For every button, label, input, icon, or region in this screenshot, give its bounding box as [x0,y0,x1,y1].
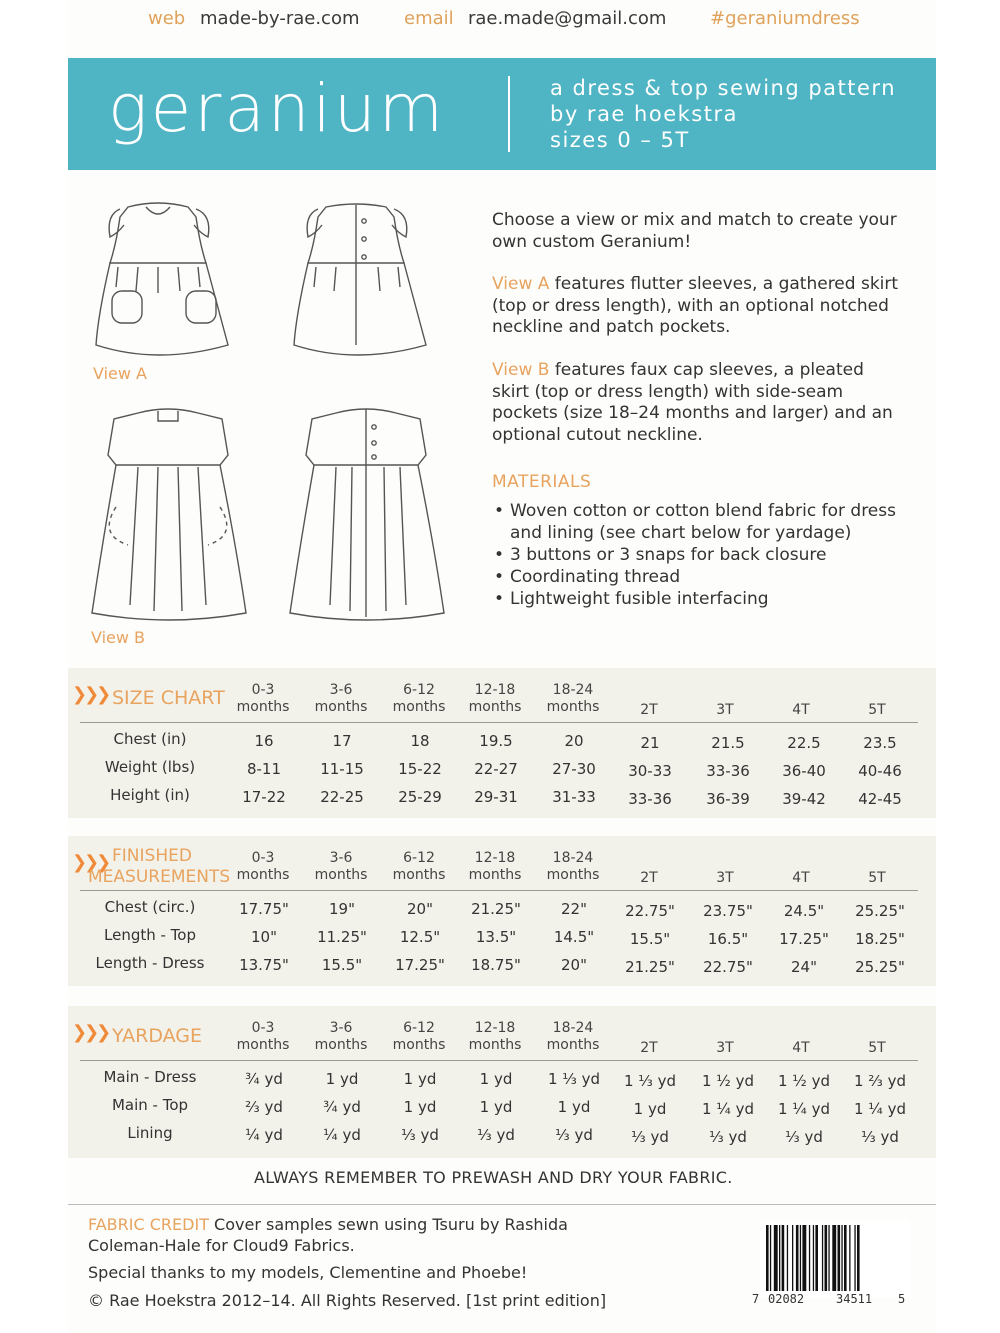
hashtag: #geraniumdress [710,8,860,29]
email-address: rae.made@gmail.com [468,8,667,29]
table-cell: 19" [329,900,355,918]
barcode-digits-2: 02082 [768,1292,805,1306]
table-cell: 18.75" [471,956,521,974]
finished-title-line-1: FINISHED [112,846,192,866]
fabric-credit-text: Cover samples sewn using Tsuru by Rashida Coleman-Hale for Cloud9 Fabrics. [88,1215,568,1255]
size-header-bottom: 4T [792,1040,810,1056]
intro-text: Choose a view or mix and match to create your own custom Geranium! [492,210,897,252]
row-label: Weight (lbs) [104,758,196,776]
table-cell: 20" [561,956,587,974]
email-label: email [404,8,454,29]
table-cell: ⅓ yd [477,1126,515,1144]
size-header-bottom: 3T [716,702,734,718]
size-header-top: 18-24 [552,850,594,866]
yardage-title: YARDAGE [112,1025,203,1047]
chevron-icon: ❯❯❯ [72,1022,109,1043]
barcode-bar [822,1225,823,1291]
barcode-bar [854,1225,855,1291]
view-a-label: View A [93,364,147,383]
view-b-sketch [88,395,468,630]
size-header-bottom: 3T [716,870,734,886]
footer-divider [68,1204,936,1205]
barcode-bar [782,1225,785,1291]
table-cell: ⅓ yd [709,1128,747,1146]
header-rule [80,722,918,723]
barcode-bar [770,1225,771,1291]
table-cell: 21.25" [625,958,675,976]
materials-heading: MATERIALS [492,472,592,492]
view-a-sketch [88,195,468,375]
table-cell: 25-29 [398,788,442,806]
table-cell: 29-31 [474,788,518,806]
barcode-bar [815,1225,818,1291]
barcode-bar [779,1225,780,1291]
table-cell: 1 yd [479,1070,513,1088]
prewash-note: ALWAYS REMEMBER TO PREWASH AND DRY YOUR FABRIC. [254,1168,733,1187]
table-cell: 22" [561,900,587,918]
table-cell: 40-46 [858,762,902,780]
size-header-top: 18-24 [552,682,594,698]
size-header-bottom: months [546,867,600,883]
barcode-bar [809,1225,810,1291]
barcode-bar [844,1225,847,1291]
size-header-bottom: months [392,1037,446,1053]
materials-item: • Coordinating thread [492,566,902,588]
thanks-note: Special thanks to my models, Clementine and Phoebe! [88,1263,528,1282]
size-header-bottom: 3T [716,1040,734,1056]
barcode-digit-1: 7 [752,1292,760,1306]
barcode-bar [774,1225,778,1291]
size-header-top: 3-6 [329,682,353,698]
table-cell: 22-27 [474,760,518,778]
size-header-bottom: 4T [792,870,810,886]
table-cell: 17 [332,732,352,750]
table-cell: 16 [254,732,274,750]
size-header-top: 6-12 [403,850,435,866]
row-label: Lining [127,1124,173,1142]
barcode-bar [792,1225,793,1291]
size-header-top: 0-3 [251,850,275,866]
size-header-bottom: months [468,1037,522,1053]
title-banner [68,58,936,170]
chevron-icon: ❯❯❯ [72,852,109,873]
fabric-credit-label: FABRIC CREDIT [88,1215,209,1234]
tagline-line-2: by rae hoekstra [550,102,738,126]
size-header-bottom: months [546,1037,600,1053]
table-cell: 21.25" [471,900,521,918]
table-cell: 1 ¼ yd [853,1100,907,1118]
view-a-description [492,274,902,339]
size-header-bottom: 5T [868,702,886,718]
table-cell: 25.25" [855,902,905,920]
table-cell: 1 yd [633,1100,667,1118]
barcode-bar [857,1225,860,1291]
barcode-image [760,1220,910,1298]
table-cell: 10" [251,928,277,946]
table-cell: 22.75" [625,902,675,920]
chevron-icon: ❯❯❯ [72,684,109,705]
table-cell: 39-42 [782,790,826,808]
size-header-bottom: 2T [640,870,658,886]
table-cell: 30-33 [628,762,672,780]
table-cell: 17.25" [395,956,445,974]
size-header-top: 0-3 [251,1020,275,1036]
table-cell: 1 yd [403,1070,437,1088]
table-cell: 21.5 [711,734,745,752]
size-header-bottom: 2T [640,702,658,718]
table-cell: 1 yd [403,1098,437,1116]
table-cell: 1 yd [479,1098,513,1116]
copyright: © Rae Hoekstra 2012–14. All Rights Reserved. [1st print edition] [88,1291,607,1310]
table-cell: 13.5" [475,928,517,946]
table-cell: 18.25" [855,930,905,948]
table-cell: 1 ¼ yd [701,1100,755,1118]
size-header-bottom: months [392,699,446,715]
table-cell: 42-45 [858,790,902,808]
barcode-bar [813,1225,814,1291]
barcode-bar [787,1225,788,1291]
row-label: Length - Dress [95,954,205,972]
view-a-body: features flutter sleeves, a gathered skirt (top or dress length), with an optional notched neckline and patch pockets. [492,274,899,337]
contact-bar [80,8,880,38]
table-cell: 36-39 [706,790,750,808]
table-cell: 8-11 [246,760,282,778]
table-cell: 22.5 [787,734,821,752]
table-cell: 22.75" [703,958,753,976]
table-cell: 23.5 [863,734,897,752]
web-url: made-by-rae.com [200,8,360,29]
size-header-top: 3-6 [329,1020,353,1036]
table-cell: 27-30 [552,760,596,778]
table-cell: 20 [564,732,584,750]
table-cell: ⅓ yd [631,1128,669,1146]
header-rule [80,1060,918,1061]
finished-title-line-2: MEASUREMENTS [88,867,231,887]
size-header-bottom: months [468,867,522,883]
size-header-bottom: months [392,867,446,883]
barcode-digit-4: 5 [898,1292,906,1306]
barcode-bar [796,1225,799,1291]
materials-item: • Lightweight fusible interfacing [492,588,902,610]
table-cell: ⅓ yd [785,1128,823,1146]
table-cell: ¼ yd [245,1126,283,1144]
table-cell: 1 ½ yd [701,1072,755,1090]
pattern-title: geranium [108,70,447,147]
size-header-bottom: months [314,699,368,715]
view-b-heading: View B [492,360,550,380]
size-header-top: 6-12 [403,682,435,698]
table-cell: 17.75" [239,900,289,918]
size-header-bottom: months [314,1037,368,1053]
size-header-bottom: 5T [868,870,886,886]
table-cell: 13.75" [239,956,289,974]
tagline-line-1: a dress & top sewing pattern [550,76,897,100]
table-cell: ¾ yd [323,1098,361,1116]
size-header-top: 0-3 [251,682,275,698]
barcode-bar [825,1225,828,1291]
table-cell: 23.75" [703,902,753,920]
header-rule [80,890,918,891]
barcode-bar [841,1225,842,1291]
size-header-bottom: 5T [868,1040,886,1056]
table-cell: ⅓ yd [401,1126,439,1144]
barcode-bar [849,1225,850,1291]
table-cell: 33-36 [628,790,672,808]
size-header-bottom: 4T [792,702,810,718]
title-divider [508,76,510,152]
table-cell: 36-40 [782,762,826,780]
materials-item: • 3 buttons or 3 snaps for back closure [492,544,902,566]
row-label: Chest (circ.) [104,898,196,916]
table-cell: 1 ⅓ yd [623,1072,677,1090]
size-header-top: 18-24 [552,1020,594,1036]
table-cell: ⅓ yd [861,1128,899,1146]
table-cell: 15.5" [629,930,671,948]
table-cell: ⅔ yd [245,1098,283,1116]
barcode-bar [838,1225,841,1291]
size-header-top: 3-6 [329,850,353,866]
table-cell: 25.25" [855,958,905,976]
barcode-bar [828,1225,829,1291]
table-cell: 18 [410,732,430,750]
size-header-bottom: 2T [640,1040,658,1056]
barcode-digits-3: 34511 [836,1292,873,1306]
row-label: Length - Top [104,926,196,944]
table-cell: 1 ¼ yd [777,1100,831,1118]
table-cell: 1 ⅓ yd [547,1070,601,1088]
table-cell: 22-25 [320,788,364,806]
size-header-top: 12-18 [474,1020,516,1036]
row-label: Chest (in) [113,730,187,748]
view-a-heading: View A [492,274,550,294]
table-cell: 14.5" [553,928,595,946]
table-cell: ¾ yd [245,1070,283,1088]
table-cell: 21 [640,734,660,752]
size-header-bottom: months [236,1037,290,1053]
size-header-top: 12-18 [474,682,516,698]
table-cell: 17-22 [242,788,286,806]
table-cell: 24.5" [783,902,825,920]
table-cell: 20" [407,900,433,918]
table-cell: 31-33 [552,788,596,806]
row-label: Main - Dress [103,1068,197,1086]
size-header-bottom: months [468,699,522,715]
table-cell: 1 yd [325,1070,359,1088]
row-label: Height (in) [110,786,190,804]
table-cell: 1 yd [557,1098,591,1116]
table-cell: 15-22 [398,760,442,778]
materials-list [492,500,902,610]
row-label: Main - Top [111,1096,189,1114]
barcode-bar [800,1225,801,1291]
tagline-line-3: sizes 0 – 5T [550,128,690,152]
table-cell: 17.25" [779,930,829,948]
size-header-bottom: months [314,867,368,883]
table-cell: 12.5" [399,928,441,946]
barcode-bar [802,1225,806,1291]
table-cell: 1 ½ yd [777,1072,831,1090]
table-cell: 11-15 [320,760,364,778]
size-header-top: 6-12 [403,1020,435,1036]
fabric-credit [88,1214,648,1256]
table-cell: 16.5" [707,930,749,948]
table-cell: 19.5 [479,732,513,750]
table-cell: ⅓ yd [555,1126,593,1144]
size-header-top: 12-18 [474,850,516,866]
size-header-bottom: months [236,867,290,883]
barcode-bar [832,1225,836,1291]
table-cell: 33-36 [706,762,750,780]
view-b-label: View B [91,628,146,647]
table-cell: 24" [791,958,817,976]
table-cell: 15.5" [321,956,363,974]
view-b-description [492,360,902,446]
table-cell: 1 ⅔ yd [853,1072,907,1090]
size-header-bottom: months [546,699,600,715]
materials-item: • Woven cotton or cotton blend fabric for dress and lining (see chart below for yardage) [492,500,902,544]
view-b-body: features faux cap sleeves, a pleated skirt (top or dress length) with side-seam pockets (size 18–24 months and larger) and an optional cutout neckline. [492,360,893,445]
table-cell: ¼ yd [323,1126,361,1144]
web-label: web [148,8,186,29]
barcode-bar [766,1225,769,1291]
size-chart-title: SIZE CHART [112,687,225,709]
size-header-bottom: months [236,699,290,715]
table-cell: 11.25" [317,928,367,946]
